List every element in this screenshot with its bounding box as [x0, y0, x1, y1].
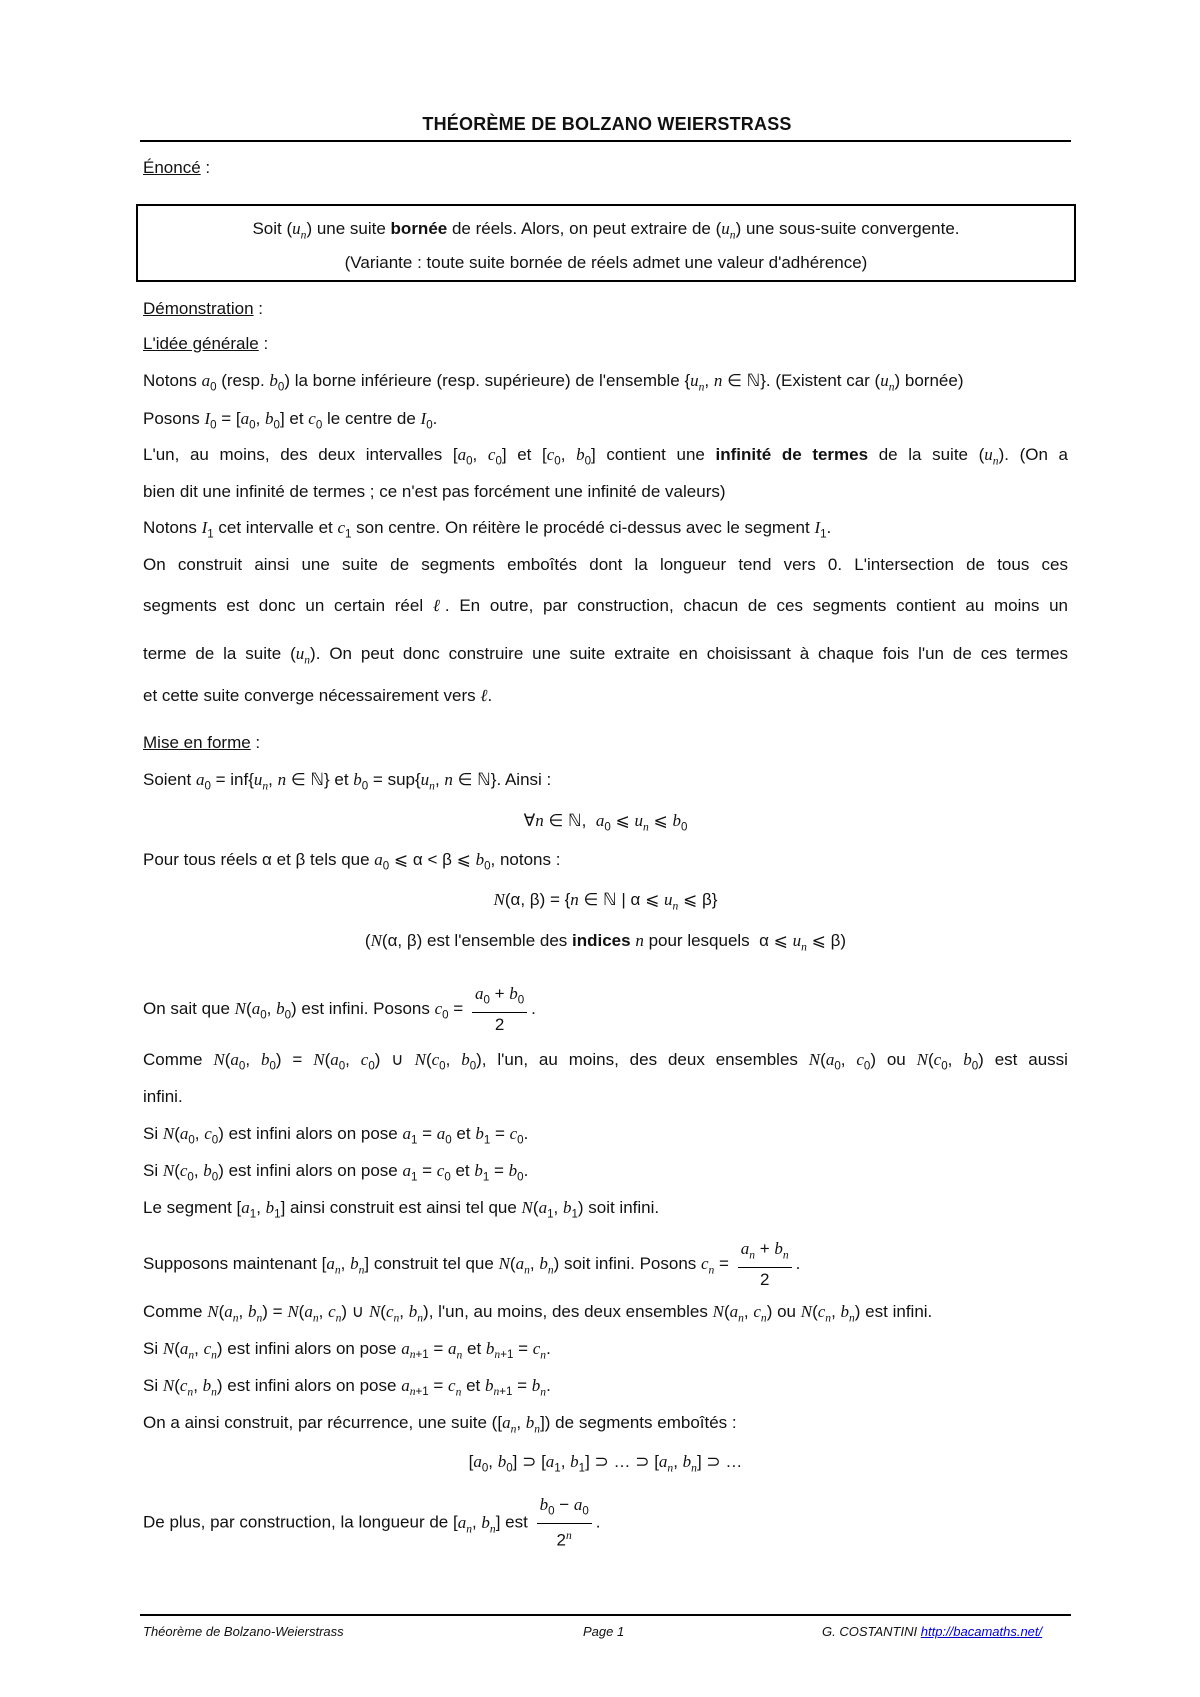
paragraph-line: Notons $I_1$ cet intervalle et $c_1$ son centre. On réitère le procédé ci-dessus avec le segment $I_1$.	[143, 518, 832, 541]
paragraph-line: et cette suite converge nécessairement vers ℓ.	[143, 686, 493, 705]
paragraph-line: Comme $N(a_n$, $b_n) = N(a_n$, $c_n$) ∪ $N(c_n$, $b_n$), l'un, au moins, des deux ensembles $N(a_n$, $c_n$) ou $N(c_n$, $b_n$) est infini.	[143, 1302, 933, 1325]
miseforme-heading: Mise en forme :	[143, 733, 261, 752]
paragraph-line: Soient $a_0 = inf\{u_n$, n ∈ ℕ} et $b_0 = sup\{u_n$, n ∈ ℕ}. Ainsi :	[143, 770, 552, 793]
paragraph-line: Supposons maintenant [$a_n$, $b_n$] construit tel que $N(a_n$, $b_n$) soit infini. Posons $c_n$ = $\frac{a_n + b_n}{2}$ .	[143, 1239, 801, 1290]
footer-doc-title: Théorème de Bolzano-Weierstrass	[143, 1624, 344, 1639]
demo-label: Démonstration	[143, 299, 254, 318]
miseforme-label: Mise en forme	[143, 733, 251, 752]
paragraph-line: Notons $a_0$ (resp. $b_0$) la borne inférieure (resp. supérieure) de l'ensemble {$u_n$, n ∈ ℕ}. (Existent car $(u_n)$ bornée)	[143, 371, 964, 394]
demo-heading: Démonstration :	[143, 299, 264, 318]
footer-author-name: G. COSTANTINI	[822, 1624, 918, 1639]
fraction: $\frac{b_0 - a_0}{2^n}$	[537, 1494, 592, 1552]
idee-label: L'idée générale	[143, 334, 259, 353]
paragraph-line: Comme $N(a_0$, $b_0) = N(a_0$, $c_0$) ∪ $N(c_0$, $b_0$), l'un, au moins, des deux ensembles $N(a_0$, $c_0$) ou $N(c_0$, $b_0$) est aussi	[143, 1050, 1068, 1073]
paragraph-line: segments est donc un certain réel ℓ. En outre, par construction, chacun de ces segments contient au moins un	[143, 596, 1068, 615]
display-formula: ∀n ∈ ℕ, $a_0$ ⩽ $u_n$ ⩽ $b_0$	[523, 811, 688, 834]
display-formula: (N(α, β) est l'ensemble des indices n pour lesquels α ⩽ $u_n$ ⩽ β)	[364, 931, 847, 954]
footer-rule	[140, 1614, 1071, 1616]
paragraph-line: Pour tous réels α et β tels que $a_0$ ⩽ α < β ⩽ $b_0$, notons :	[143, 850, 561, 873]
page-title: THÉORÈME DE BOLZANO WEIERSTRASS	[422, 114, 792, 134]
theorem-statement: Soit $(u_n)$ une suite bornée de réels. Alors, on peut extraire de $(u_n)$ une sous-suite convergente.	[252, 219, 960, 242]
enonce-label: Énoncé	[143, 158, 201, 177]
paragraph-line: Si $N(a_0$, $c_0$) est infini alors on pose $a_1 = a_0$ et $b_1 = c_0$.	[143, 1124, 529, 1147]
paragraph-line: On construit ainsi une suite de segments emboîtés dont la longueur tend vers 0. L'intersection de tous ces	[143, 555, 1068, 574]
paragraph-line: terme de la suite $(u_n)$. On peut donc construire une suite extraite en choisissant à chaque fois l'un de ces termes	[143, 644, 1069, 667]
enonce-heading: Énoncé :	[143, 158, 211, 177]
footer-page-number: Page 1	[583, 1624, 625, 1639]
paragraph-line: Si $N(a_n$, $c_n$) est infini alors on pose $a_{n+1} = a_n$ et $b_{n+1} = c_n$.	[143, 1339, 551, 1362]
fraction: $\frac{a_0 + b_0}{2}$	[472, 983, 527, 1036]
paragraph-line: Le segment [$a_1$, $b_1$] ainsi construit est ainsi tel que $N(a_1$, $b_1$) soit infini.	[143, 1198, 660, 1221]
theorem-variant: (Variante : toute suite bornée de réels admet une valeur d'adhérence)	[344, 253, 868, 272]
idee-heading: L'idée générale :	[143, 334, 269, 353]
paragraph-line: On sait que $N(a_0$, $b_0$) est infini. Posons $c_0$ = $\frac{a_0 + b_0}{2}$ .	[143, 984, 536, 1035]
paragraph-line: Si $N(c_n$, $b_n$) est infini alors on pose $a_{n+1} = c_n$ et $b_{n+1} = b_n$.	[143, 1376, 551, 1399]
title-rule	[140, 140, 1071, 142]
display-formula: N(α, β) = {n ∈ ℕ | α ⩽ $u_n$ ⩽ β}	[493, 890, 718, 913]
paragraph-line: infini.	[143, 1087, 183, 1106]
paragraph-line: On a ainsi construit, par récurrence, une suite ([$a_n$, $b_n$]) de segments emboîtés :	[143, 1413, 737, 1436]
theorem-box	[136, 204, 1076, 282]
footer-link[interactable]: http://bacamaths.net/	[920, 1624, 1043, 1639]
display-formula: [$a_0$, $b_0$] ⊃ [$a_1$, $b_1$] ⊃ … ⊃ [$a_n$, $b_n$] ⊃ …	[468, 1452, 743, 1475]
paragraph-line: Si $N(c_0$, $b_0$) est infini alors on pose $a_1 = c_0$ et $b_1 = b_0$.	[143, 1161, 529, 1184]
paragraph-line: De plus, par construction, la longueur de [$a_n$, $b_n$] est $\frac{b_0 - a_0}{2^n}$ .	[143, 1495, 601, 1551]
fraction: $\frac{a_n + b_n}{2}$	[738, 1238, 792, 1291]
footer-author	[822, 1624, 1042, 1639]
paragraph-line: L'un, au moins, des deux intervalles [$a_0$, $c_0$] et [$c_0$, $b_0$] contient une infinité de termes de la suite $(u_n)$. (On a	[143, 445, 1069, 468]
paragraph-line: bien dit une infinité de termes ; ce n'est pas forcément une infinité de valeurs)	[143, 482, 726, 501]
paragraph-line: Posons $I_0 = [a_0$, $b_0$] et $c_0$ le centre de $I_0$.	[143, 409, 438, 432]
